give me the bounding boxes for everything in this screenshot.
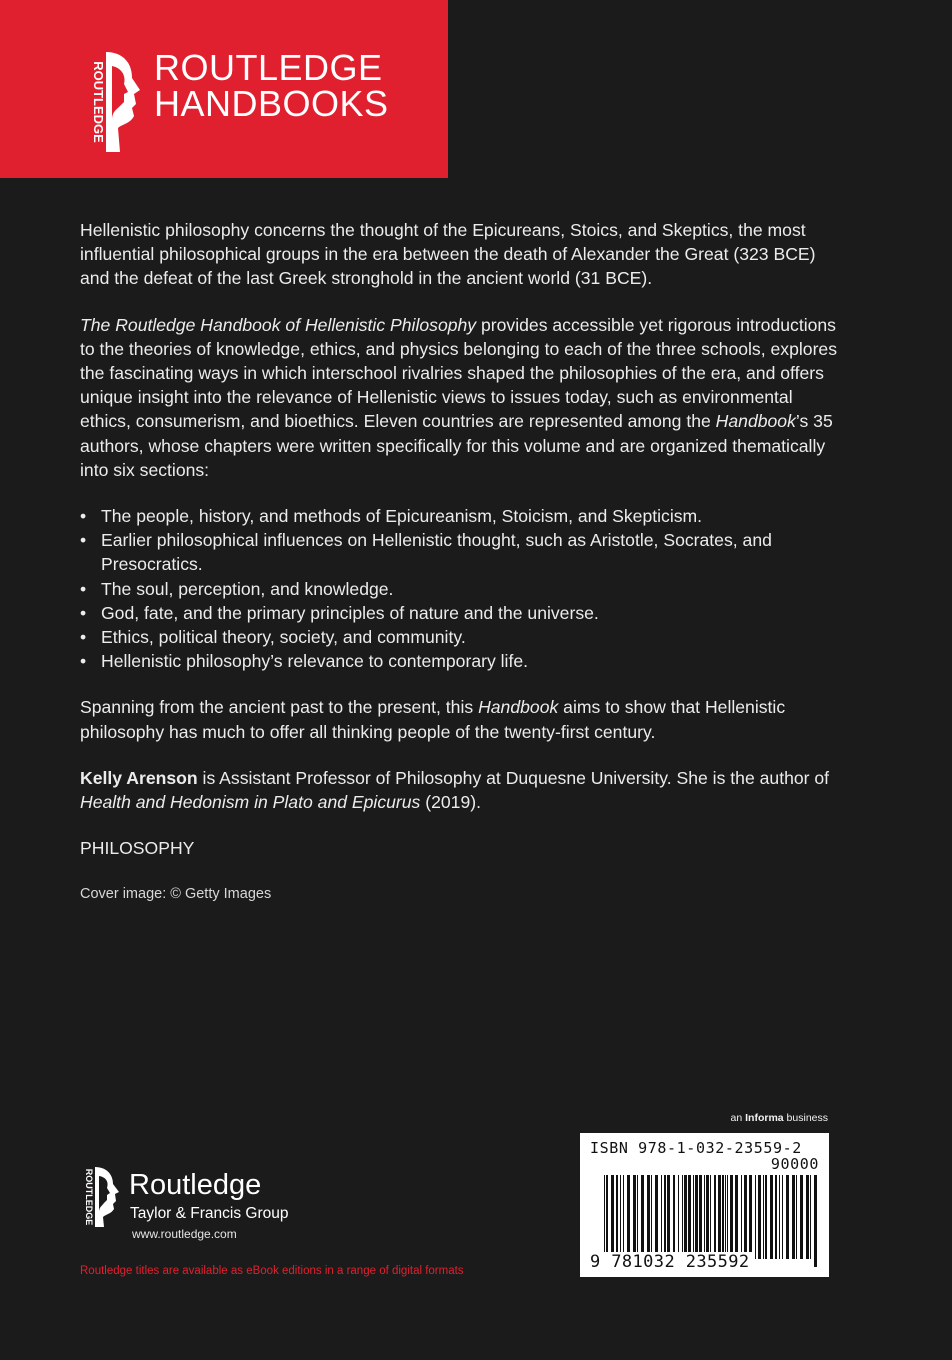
barcode-bar (758, 1175, 761, 1259)
closing-paragraph: Spanning from the ancient past to the present, this Handbook aims to show that Hellenistic philosophy has much to offer all thinking people of the twenty-first century. (80, 697, 786, 742)
barcode-bar (655, 1175, 658, 1259)
author-name: Kelly Arenson (80, 767, 198, 788)
barcode-bar (714, 1175, 716, 1259)
series-title-line1: ROUTLEDGE (154, 47, 383, 88)
series-banner (0, 0, 448, 178)
handbook-paragraph: The Routledge Handbook of Hellenistic Philosophy provides accessible yet rigorous introductions to the theories of knowledge, ethics, and physics belonging to each of the three schools, explores the fascinating ways in which interschool rivalries shaped the philosophies of the era, and offers unique insight into the relevance of Hellenistic views to issues today, such as environmental ethics, consumerism, and bioethics. Eleven countries are represented among the Handbook’s 35 authors, whose chapters were written specifically for this volume and are organized thematically into six sections: (80, 314, 838, 480)
barcode-bar (623, 1175, 624, 1259)
ean-digits: 9 781032 235592 (590, 1252, 750, 1272)
intro-paragraph: Hellenistic philosophy concerns the thought of the Epicureans, Stoics, and Skeptics, the most influential philosophical groups in the era between the death of Alexander the Great (323 BCE) and the defeat of the last Greek stronghold in the ancient world (31 BCE). (80, 220, 816, 289)
ebook-note: Routledge titles are available as eBook editions in a range of digital formats (80, 1265, 464, 1277)
barcode-bar (664, 1175, 666, 1259)
section-list (80, 504, 840, 673)
cover-credit: Cover image: © Getty Images (80, 886, 272, 903)
barcode-bar (806, 1175, 809, 1259)
barcode-bar (647, 1175, 650, 1259)
barcode-bar (800, 1175, 803, 1259)
barcode-bar (730, 1175, 733, 1259)
list-item: • Ethics, political theory, society, and community. (80, 625, 840, 649)
publisher-name: Routledge (129, 1169, 262, 1201)
barcode-bar (718, 1175, 721, 1259)
barcode-bar (695, 1175, 698, 1259)
list-item: • The soul, perception, and knowledge. (80, 577, 840, 601)
barcode-bar (810, 1175, 811, 1259)
barcode-bar (741, 1175, 742, 1259)
series-logo-word: ROUTLEDGE (91, 61, 106, 143)
back-cover-text (80, 218, 840, 904)
price-code: 90000 (770, 1155, 819, 1173)
barcode-bar (786, 1175, 789, 1259)
barcode-bar (704, 1175, 705, 1259)
publisher-url[interactable]: www.routledge.com (132, 1227, 237, 1241)
routledge-profile-logo (76, 50, 148, 154)
list-item: • Hellenistic philosophy’s relevance to contemporary life. (80, 649, 840, 673)
barcode-bar (755, 1175, 756, 1259)
barcode-bar (688, 1175, 691, 1259)
barcode-bar (782, 1175, 783, 1259)
author-bio: Kelly Arenson is Assistant Professor of Philosophy at Duquesne University. She is the author of Health and Hedonism in Plato and Epicurus (2019). (80, 767, 830, 813)
barcode-bar (749, 1175, 752, 1259)
barcode-bar (796, 1175, 797, 1259)
barcode-bar (682, 1175, 683, 1259)
barcode-bar (661, 1175, 662, 1259)
barcode-bar (725, 1175, 726, 1259)
barcode-bar (667, 1175, 670, 1259)
barcode-bar (775, 1175, 777, 1259)
author-book-title: Health and Hedonism in Plato and Epicurus (80, 792, 421, 813)
isbn-barcode (580, 1133, 829, 1277)
barcode-bar (693, 1175, 694, 1259)
barcode-bar (706, 1175, 709, 1259)
barcode-bar (735, 1175, 738, 1259)
barcode-bar (770, 1175, 773, 1259)
list-item: • God, fate, and the primary principles of nature and the universe. (80, 601, 840, 625)
series-title-line2: HANDBOOKS (154, 83, 389, 124)
barcode-bar (678, 1175, 679, 1259)
informa-tagline: an Informa business (730, 1112, 828, 1124)
barcode-bar (779, 1175, 780, 1259)
series-title (154, 47, 389, 124)
barcode-bar (641, 1175, 644, 1259)
subject-category: PHILOSOPHY (80, 838, 195, 859)
handbook-title: The Routledge Handbook of Hellenistic Philosophy (80, 314, 477, 335)
barcode-bar (627, 1175, 630, 1259)
barcode-bar (611, 1175, 614, 1259)
barcode-bar (765, 1175, 767, 1259)
barcode-bar (637, 1175, 638, 1259)
barcode-bar (616, 1175, 618, 1259)
barcode-bar (727, 1175, 728, 1259)
barcode-bar (814, 1175, 817, 1267)
barcode-bar (763, 1175, 764, 1259)
barcode-bar (633, 1175, 636, 1259)
publisher-logo-word: ROUTLEDGE (84, 1168, 94, 1226)
barcode-bar (651, 1175, 652, 1259)
barcode-bar (722, 1175, 724, 1259)
barcode-bar (744, 1175, 747, 1259)
barcode-bar (684, 1175, 687, 1259)
isbn-number: ISBN 978-1-032-23559-2 (590, 1139, 802, 1157)
publisher-group: Taylor & Francis Group (130, 1205, 289, 1222)
routledge-logo-icon (75, 1165, 125, 1229)
barcode-bar (792, 1175, 795, 1259)
barcode-bar (673, 1175, 675, 1259)
list-item: • Earlier philosophical influences on Hellenistic thought, such as Aristotle, Socrates, and Presocratics. (80, 528, 840, 576)
barcode-bar (620, 1175, 621, 1259)
barcode-bar (699, 1175, 702, 1259)
list-item: • The people, history, and methods of Epicureanism, Stoicism, and Skepticism. (80, 504, 840, 528)
